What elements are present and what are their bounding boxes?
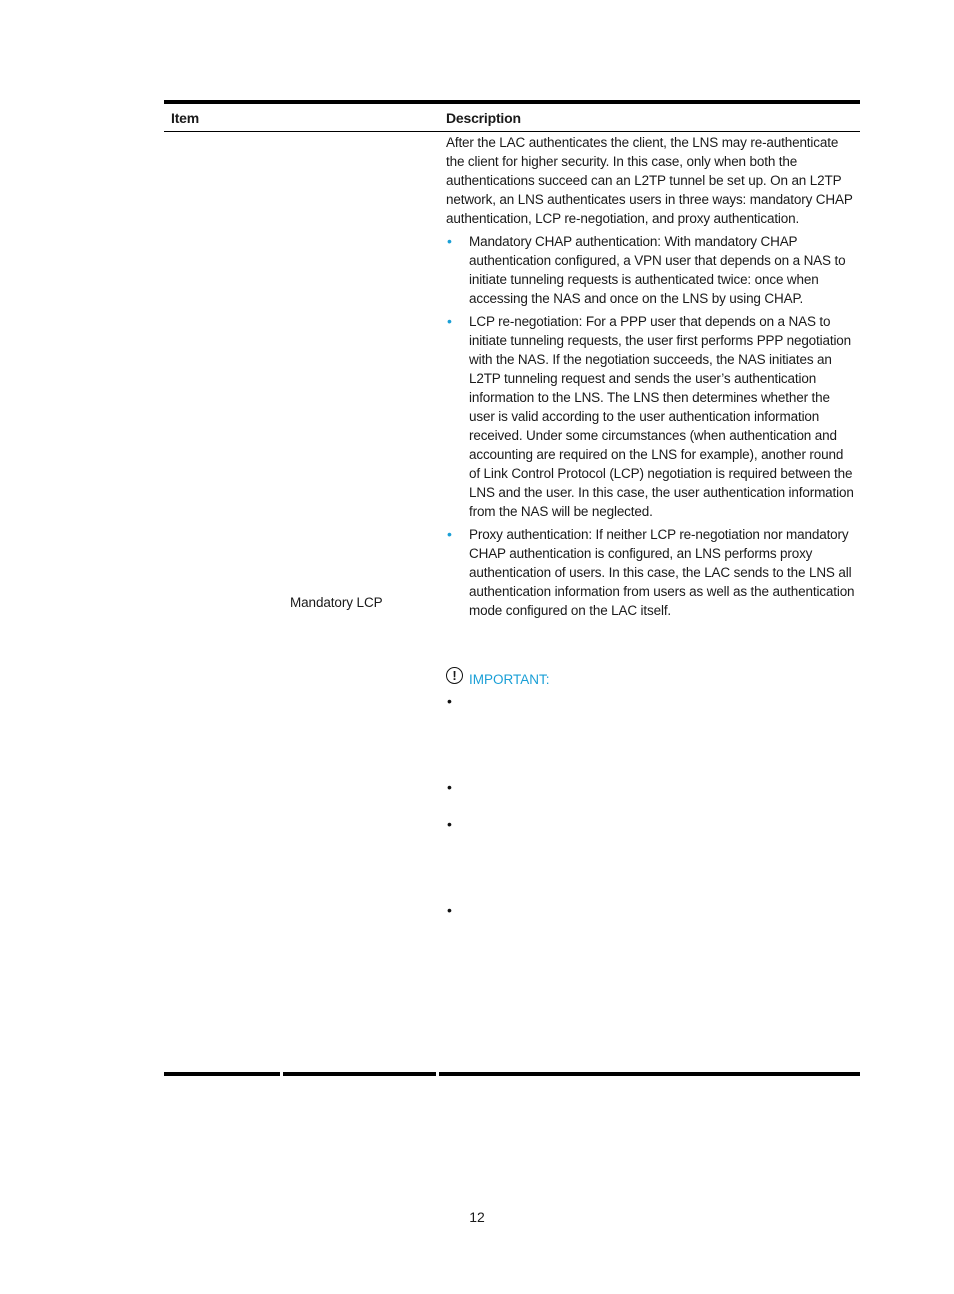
table-bottom-rule [439, 1072, 860, 1076]
header-item: Item [171, 110, 199, 126]
page-number: 12 [469, 1209, 485, 1225]
empty-bullet-icon: • [447, 693, 452, 709]
empty-bullet-icon: • [447, 816, 452, 832]
empty-bullet-icon: • [447, 779, 452, 795]
list-item [446, 232, 856, 308]
list-item-text: LCP re-negotiation: For a PPP user that depends on a NAS to initiate tunneling requests, the user first performs PPP negotiation with the NAS. If the negotiation succeeds, the NAS initiates an L2TP tunneling request and sends the user’s authentication information to the LNS. The LNS then determines whether the user is valid according to the user authentication information received. Under some circumstances (when authentication and accounting are required on the LNS for example), another round of Link Control Protocol (LCP) negotiation is required between the LNS and the user. In this case, the user authentication information from the NAS will be neglected. [469, 314, 854, 519]
important-note [446, 665, 550, 689]
description-cell [446, 133, 856, 624]
header-description: Description [446, 110, 521, 126]
bullet-icon: • [447, 526, 452, 542]
table-header-row [164, 104, 860, 132]
list-item [446, 525, 856, 620]
bullet-icon: • [447, 313, 452, 329]
list-item-text: Proxy authentication: If neither LCP re-negotiation nor mandatory CHAP authentication is configured, an LNS performs proxy authentication of users. In this case, the LAC sends to the LNS all authentication information from users as well as the authentication mode configured on the LAC itself. [469, 527, 855, 618]
important-label: IMPORTANT: [469, 671, 550, 687]
empty-bullet-icon: • [447, 902, 452, 918]
bullet-icon: • [447, 233, 452, 249]
table-bottom-rule [164, 1072, 280, 1076]
list-item [446, 312, 856, 521]
description-intro: After the LAC authenticates the client, the LNS may re-authenticate the client for higher security. In this case, only when both the authentications succeed can an L2TP tunnel be set up. On an L2TP network, an LNS authenticates users in three ways: mandatory CHAP authentication, LCP re-negotiation, and proxy authentication. [446, 135, 853, 226]
exclamation-circle-icon: ! [446, 667, 463, 684]
item-cell-label: Mandatory LCP [290, 595, 383, 610]
table-bottom-rule [283, 1072, 436, 1076]
list-item-text: Mandatory CHAP authentication: With mandatory CHAP authentication configured, a VPN user that depends on a NAS to initiate tunneling requests is authenticated twice: once when accessing the NAS and once on the LNS by using CHAP. [469, 234, 846, 306]
auth-method-list [446, 232, 856, 620]
